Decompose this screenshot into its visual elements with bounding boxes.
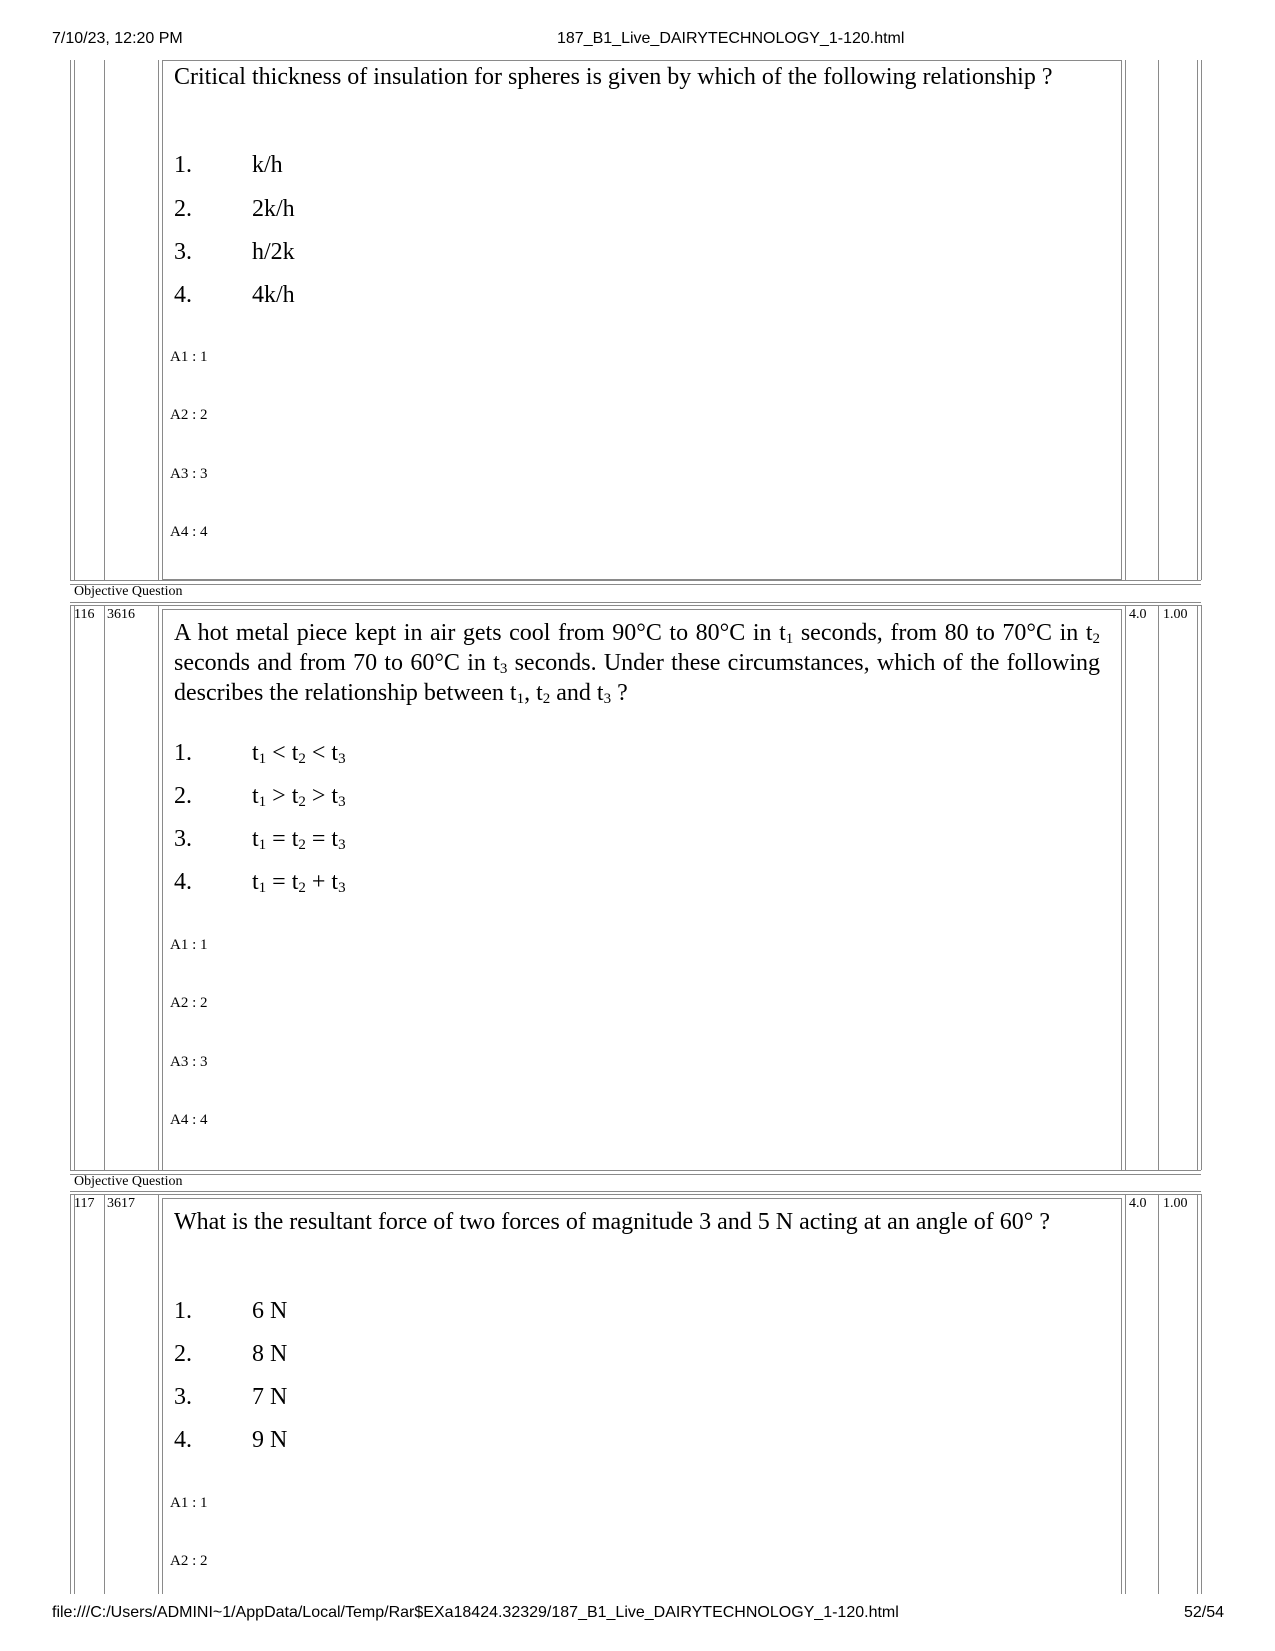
table-border xyxy=(1201,605,1202,1170)
option-number: 2. xyxy=(174,1341,192,1367)
question-marks: 4.0 xyxy=(1129,607,1147,622)
question-type-label: Objective Question xyxy=(74,584,183,599)
option-number: 1. xyxy=(174,1298,192,1324)
table-border xyxy=(1197,1194,1198,1594)
question-negative-marks: 1.00 xyxy=(1163,1196,1188,1211)
option-text: k/h xyxy=(252,152,283,178)
print-doc-title: 187_B1_Live_DAIRYTECHNOLOGY_1-120.html xyxy=(557,30,905,47)
option-text: 9 N xyxy=(252,1427,288,1453)
question-type-label: Objective Question xyxy=(74,1174,183,1189)
question-number: 116 xyxy=(74,607,95,622)
table-border xyxy=(1201,60,1202,580)
option-text: $t_1 = t_2 = t_3$ xyxy=(252,826,346,853)
question-box xyxy=(162,60,1122,580)
print-datetime: 7/10/23, 12:20 PM xyxy=(52,30,183,47)
option-number: 2. xyxy=(174,783,192,809)
row-border xyxy=(70,1174,1201,1175)
table-border xyxy=(158,605,159,1170)
table-border xyxy=(74,1194,75,1594)
row-border xyxy=(70,1170,1201,1171)
option-number: 3. xyxy=(174,239,192,265)
table-border xyxy=(74,605,75,1170)
table-border xyxy=(104,1194,105,1594)
option-text: h/2k xyxy=(252,239,295,265)
row-border xyxy=(70,584,1201,585)
table-border xyxy=(70,60,71,580)
row-border xyxy=(70,580,1201,581)
answer-label: A1 : 1 xyxy=(170,349,208,365)
row-border xyxy=(70,1191,1201,1192)
question-text: Critical thickness of insulation for spheres is given by which of the following relationship ? xyxy=(174,64,1053,90)
answer-label: A1 : 1 xyxy=(170,1495,208,1511)
option-number: 4. xyxy=(174,869,192,895)
answer-label: A3 : 3 xyxy=(170,1054,208,1070)
table-border xyxy=(104,60,105,580)
answer-label: A4 : 4 xyxy=(170,1112,208,1128)
table-border xyxy=(158,60,159,580)
table-border xyxy=(1125,60,1126,580)
option-text: 4k/h xyxy=(252,282,295,308)
option-number: 1. xyxy=(174,152,192,178)
table-border xyxy=(1197,605,1198,1170)
answer-label: A2 : 2 xyxy=(170,995,208,1011)
option-text: $t_1 < t_2 < t_3$ xyxy=(252,740,346,767)
question-marks: 4.0 xyxy=(1129,1196,1147,1211)
table-border xyxy=(158,1194,159,1594)
table-border xyxy=(1197,60,1198,580)
table-border xyxy=(70,1194,71,1594)
table-border xyxy=(1201,1194,1202,1594)
question-negative-marks: 1.00 xyxy=(1163,607,1188,622)
answer-label: A4 : 4 xyxy=(170,524,208,540)
question-text: A hot metal piece kept in air gets cool from 90°C to 80°C in $t_1$ seconds, from 80 to 70°C in $t_2$ seconds and from 70 to 60°C in $t_3$ seconds. Under these circumstances, which of the following describes the relationship between $t_1$, $t_2$ and $t_3$ ? xyxy=(174,620,1100,707)
question-id: 3616 xyxy=(107,607,135,622)
table-border xyxy=(1158,605,1159,1170)
question-number: 117 xyxy=(74,1196,95,1211)
table-border xyxy=(1158,60,1159,580)
option-text: 8 N xyxy=(252,1341,288,1367)
question-box xyxy=(162,1198,1122,1618)
option-number: 4. xyxy=(174,1427,192,1453)
footer-area xyxy=(0,1594,1275,1651)
option-text: 2k/h xyxy=(252,196,295,222)
question-id: 3617 xyxy=(107,1196,135,1211)
answer-label: A2 : 2 xyxy=(170,407,208,423)
option-number: 3. xyxy=(174,826,192,852)
option-text: 6 N xyxy=(252,1298,288,1324)
answer-label: A1 : 1 xyxy=(170,937,208,953)
option-number: 1. xyxy=(174,740,192,766)
table-border xyxy=(1158,1194,1159,1594)
option-number: 3. xyxy=(174,1384,192,1410)
table-border xyxy=(70,605,71,1170)
row-border xyxy=(70,1194,1201,1195)
question-text: What is the resultant force of two forces of magnitude 3 and 5 N acting at an angle of 60° ? xyxy=(174,1209,1050,1235)
table-border xyxy=(104,605,105,1170)
answer-label: A3 : 3 xyxy=(170,466,208,482)
page-number: 52/54 xyxy=(1184,1604,1225,1621)
table-border xyxy=(1125,1194,1126,1594)
row-border xyxy=(70,605,1201,606)
table-border xyxy=(74,60,75,580)
option-text: $t_1 > t_2 > t_3$ xyxy=(252,783,346,810)
option-number: 2. xyxy=(174,196,192,222)
row-border xyxy=(70,602,1201,603)
option-text: $t_1 = t_2 + t_3$ xyxy=(252,869,346,896)
option-number: 4. xyxy=(174,282,192,308)
table-border xyxy=(1125,605,1126,1170)
print-file-path: file:///C:/Users/ADMINI~1/AppData/Local/Temp/Rar$EXa18424.32329/187_B1_Live_DAIRYTECHNOLOGY_1-120.html xyxy=(52,1604,899,1621)
option-text: 7 N xyxy=(252,1384,288,1410)
answer-label: A2 : 2 xyxy=(170,1553,208,1569)
